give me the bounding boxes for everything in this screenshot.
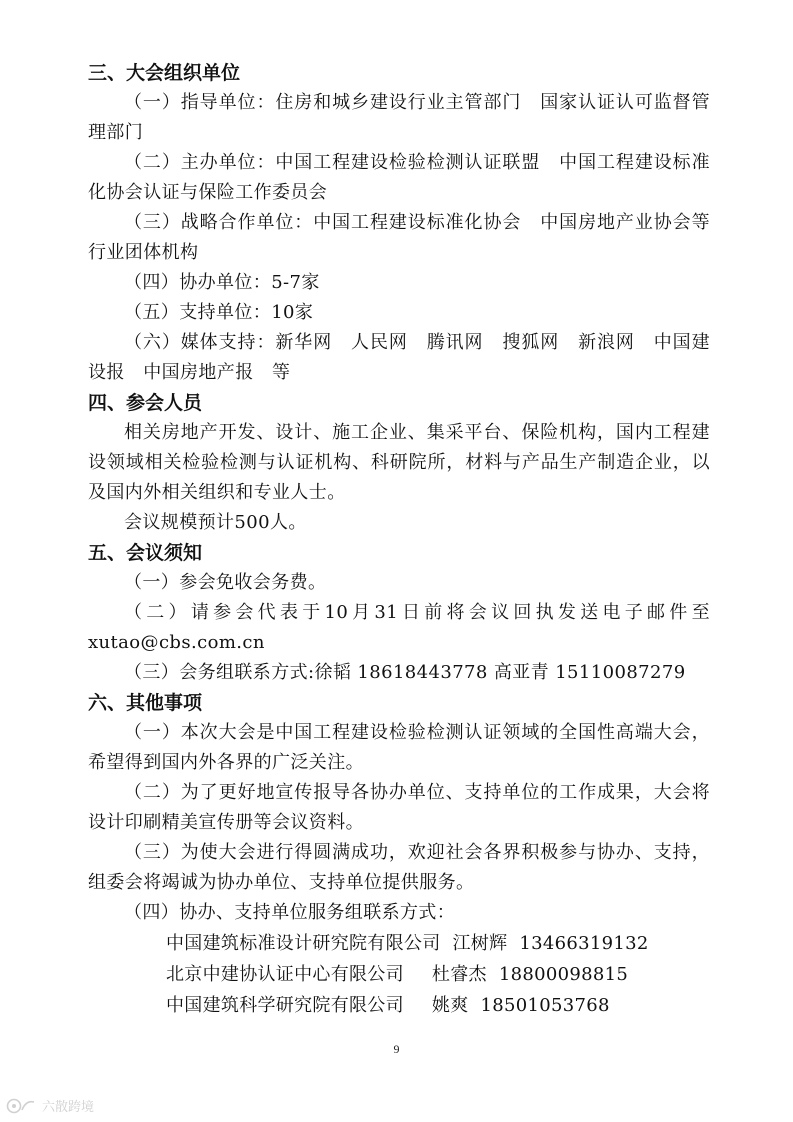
paragraph: （二）请参会代表于10月31日前将会议回执发送电子邮件至xutao@cbs.com.cn [88,602,710,653]
paragraph: （二）主办单位：中国工程建设检验检测认证联盟 中国工程建设标准化协会认证与保险工作委员会 [88,152,710,203]
paragraph: （一）参会免收会务费。 [124,572,327,593]
paragraph: （四）协办单位：5-7家 [124,272,320,293]
watermark-text: 六散跨境 [42,1100,95,1115]
contact-org: 中国建筑科学研究院有限公司 [166,995,404,1016]
contact-org: 中国建筑标准设计研究院有限公司 [166,933,441,954]
watermark [6,1096,94,1115]
contact-phone: 18800098815 [498,964,629,985]
section-meeting-notes [88,538,710,688]
section-heading: 六、其他事项 [88,692,203,714]
paragraph: （三）战略合作单位：中国工程建设标准化协会 中国房地产业协会等行业团体机构 [88,212,710,263]
contact-line [88,990,710,1021]
paragraph: （三）为使大会进行得圆满成功，欢迎社会各界积极参与协办、支持，组委会将竭诚为协办单位、支持单位提供服务。 [88,842,710,893]
paragraph: （五）支持单位：10家 [124,302,314,323]
paragraph: 相关房地产开发、设计、施工企业、集采平台、保险机构，国内工程建设领域相关检验检测与认证机构、科研院所，材料与产品生产制造企业，以及国内外相关组织和专业人士。 [88,422,710,503]
section-attendees [88,388,710,538]
paragraph: （一）本次大会是中国工程建设检验检测认证领域的全国性高端大会，希望得到国内外各界的广泛关注。 [88,722,710,773]
section-other-matters [88,688,710,1021]
section-heading: 五、会议须知 [88,542,203,564]
paragraph: （三）会务组联系方式:徐韬 18618443778 高亚青 15110087279 [124,662,686,683]
paragraph: （六）媒体支持：新华网 人民网 腾讯网 搜狐网 新浪网 中国建设报 中国房地产报 等 [88,332,710,383]
section-heading: 四、参会人员 [88,392,203,414]
paragraph: 会议规模预计500人。 [124,512,307,533]
contact-name: 江树辉 [452,933,508,954]
paragraph: （一）指导单位：住房和城乡建设行业主管部门 国家认证认可监督管理部门 [88,92,710,143]
section-organizers [88,58,710,388]
contact-phone: 13466319132 [519,933,649,954]
contact-name: 姚爽 [431,995,469,1016]
paragraph: （二）为了更好地宣传报导各协办单位、支持单位的工作成果，大会将设计印刷精美宣传册等会议资料。 [88,782,710,833]
document-body [88,58,710,1021]
contact-list [88,928,710,1021]
paragraph: （四）协办、支持单位服务组联系方式： [124,902,456,923]
contact-org: 北京中建协认证中心有限公司 [166,964,404,985]
contact-name: 杜睿杰 [431,964,487,985]
contact-phone: 18501053768 [480,995,610,1016]
contact-line [88,928,710,959]
page-number: 9 [393,1042,400,1056]
section-heading: 三、大会组织单位 [88,62,241,84]
contact-line [88,959,710,990]
logo-icon [6,1098,36,1114]
